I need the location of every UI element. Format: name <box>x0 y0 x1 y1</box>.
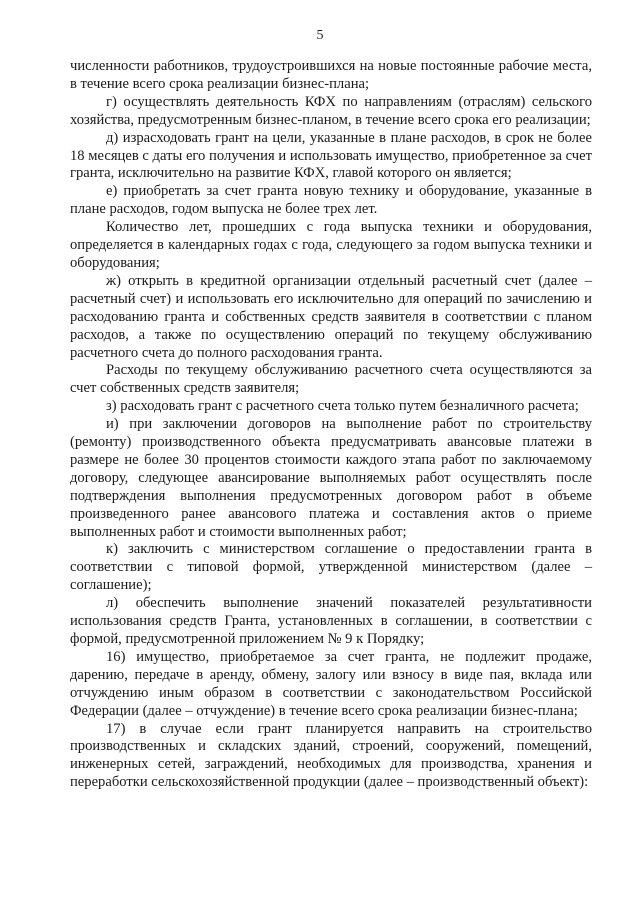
paragraph-item-l: л) обеспечить выполнение значений показателей результативности использования средств Гранта, установленных в соглашении, в соответствии с формой, предусмотренной приложением № 9 к Порядку; <box>70 595 592 647</box>
paragraph-item-k: к) заключить с министерством соглашение о предоставлении гранта в соответствии с типовой формой, утвержденной министерством (далее – соглашение); <box>70 541 592 594</box>
paragraph-item-d: д) израсходовать грант на цели, указанные в плане расходов, в срок не более 18 месяцев с даты его получения и использовать имущество, приобретенное за счет гранта, исключительно на развитие КФХ, главой которого он является; <box>70 129 592 182</box>
paragraph-years-count: Количество лет, прошедших с года выпуска техники и оборудования, определяется в календарных годах с года, следующего за годом выпуска техники и оборудования; <box>70 219 592 271</box>
paragraph-item-z: з) расходовать грант с расчетного счета только путем безналичного расчета; <box>106 398 579 415</box>
paragraph-item-i: и) при заключении договоров на выполнение работ по строительству (ремонту) производственного объекта предусматривать авансовые платежи в размере не более 30 процентов стоимости каждого этапа работ по заключаемому договору, следующее авансирование выполняемых работ осуществлять после подтверждения выполнения предусмотренных договором работ в объеме произведенного ранее авансового платежа и составления актов о приеме выполненных работ и стоимости выполненных работ; <box>70 416 592 540</box>
paragraph-item-g: г) осуществлять деятельность КФХ по направлениям (отраслям) сельского хозяйства, предусмотренным бизнес-планом, в течение всего срока его реализации; <box>70 93 592 128</box>
paragraph-item-16: 16) имущество, приобретаемое за счет гранта, не подлежит продаже, дарению, передаче в аренду, обмену, залогу или взносу в виде пая, вклада или отчуждению иным образом в соответствии с законодательством Российской Федерации (далее – отчуждение) в течение всего срока реализации бизнес-плана; <box>70 648 592 719</box>
paragraph-continuation: численности работников, трудоустроившихся на новые постоянные рабочие места, в течение всего срока реализации бизнес-плана; <box>70 58 592 92</box>
document-body <box>70 58 592 792</box>
page-number: 5 <box>316 28 324 43</box>
paragraph-item-e: е) приобретать за счет гранта новую технику и оборудование, указанные в плане расходов, годом выпуска не более трех лет. <box>70 183 592 218</box>
paragraph-item-zh: ж) открыть в кредитной организации отдельный расчетный счет (далее – расчетный счет) и использовать его исключительно для операций по зачислению и расходованию гранта и собственных средств заявителя в соответствии с планом расходов, а также по осуществлению операций по текущему обслуживанию расчетного счета до полного расходования гранта. <box>70 272 592 361</box>
paragraph-account-expenses: Расходы по текущему обслуживанию расчетного счета осуществляются за счет собственных средств заявителя; <box>70 362 592 397</box>
paragraph-item-17: 17) в случае если грант планируется направить на строительство производственных и складских зданий, строений, сооружений, помещений, инженерных сетей, заграждений, необходимых для производства, хранения и переработки сельскохозяйственной продукции (далее – производственный объект): <box>70 720 592 791</box>
